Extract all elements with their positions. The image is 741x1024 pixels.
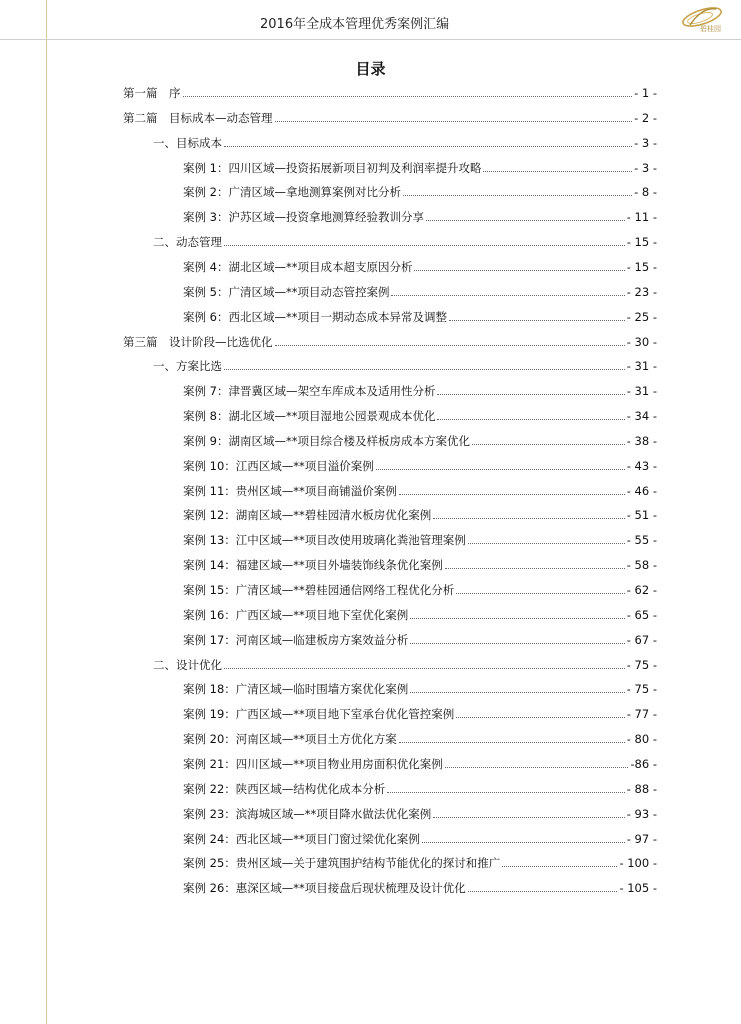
toc-entry[interactable] — [183, 557, 657, 577]
toc-entry-page: - 30 - — [626, 334, 657, 349]
left-margin-rule — [46, 0, 47, 1024]
page-header — [0, 0, 741, 40]
toc-entry[interactable] — [183, 433, 657, 453]
toc-entry-label: 案例 5：广清区域—**项目动态管控案例 — [183, 284, 390, 299]
toc-entry[interactable] — [183, 160, 657, 180]
toc-entry-page: - 38 - — [626, 433, 657, 448]
toc-entry-label: 案例 26：惠深区域—**项目接盘后现状梳理及设计优化 — [183, 881, 466, 896]
toc-entry[interactable] — [153, 657, 657, 677]
toc-entry-label: 案例 13：江中区域—**项目改使用玻璃化粪池管理案例 — [183, 533, 466, 548]
toc-entry-page: - 2 - — [634, 110, 657, 125]
toc-entry-page: - 3 - — [634, 160, 657, 175]
toc-entry-label: 二、动态管理 — [153, 235, 222, 250]
toc-entry-page: - 75 - — [626, 682, 657, 697]
toc-entry-label: 一、目标成本 — [153, 135, 222, 150]
toc-entry-page: - 105 - — [619, 881, 657, 896]
dot-leader — [445, 568, 625, 569]
toc-entry[interactable] — [183, 632, 657, 652]
dot-leader — [472, 444, 625, 445]
toc-entry-page: - 31 - — [626, 384, 657, 399]
toc-entry-page: - 97 - — [626, 831, 657, 846]
toc-entry[interactable] — [183, 458, 657, 478]
toc-entry-page: - 58 - — [626, 558, 657, 573]
toc-entry[interactable] — [183, 756, 657, 776]
dot-leader — [410, 643, 624, 644]
toc-entry-page: - 11 - — [626, 210, 657, 225]
dot-leader — [275, 121, 633, 122]
toc-entry-label: 案例 12：湖南区域—**碧桂园清水板房优化案例 — [183, 508, 432, 523]
toc-entry-page: - 67 - — [626, 632, 657, 647]
toc-entry-page: - 65 - — [626, 607, 657, 622]
toc-entry-label: 案例 2：广清区域—拿地测算案例对比分析 — [183, 185, 401, 200]
toc-entry[interactable] — [183, 483, 657, 503]
header-divider — [0, 39, 741, 40]
toc-entry[interactable] — [183, 781, 657, 801]
toc-entry-page: - 77 - — [626, 707, 657, 722]
toc-entry[interactable] — [183, 582, 657, 602]
toc-entry-label: 案例 20：河南区域—**项目土方优化方案 — [183, 732, 397, 747]
dot-leader — [483, 171, 632, 172]
toc-entry-page: - 15 - — [626, 259, 657, 274]
toc-entry-label: 二、设计优化 — [153, 657, 222, 672]
toc-entry-page: - 75 - — [626, 657, 657, 672]
dot-leader — [449, 320, 625, 321]
toc-entry-page: - 31 - — [626, 359, 657, 374]
toc-entry[interactable] — [153, 358, 657, 378]
toc-entry-label: 案例 9：湖南区域—**项目综合楼及样板房成本方案优化 — [183, 433, 470, 448]
dot-leader — [414, 270, 624, 271]
toc-entry[interactable] — [183, 607, 657, 627]
dot-leader — [502, 866, 617, 867]
dot-leader — [410, 618, 624, 619]
logo-text: 碧桂园 — [700, 25, 721, 33]
toc-entry[interactable] — [183, 259, 657, 279]
dot-leader — [437, 419, 624, 420]
toc-entry-label: 第一篇 序 — [123, 86, 181, 100]
dot-leader — [376, 469, 625, 470]
toc-entry-page: - 51 - — [626, 508, 657, 523]
toc-entry-label: 案例 1：四川区域—投资拓展新项目初判及利润率提升攻略 — [183, 160, 482, 175]
dot-leader — [468, 891, 618, 892]
toc-entry[interactable] — [183, 831, 657, 851]
dot-leader — [433, 817, 624, 818]
toc-entry-page: - 46 - — [626, 483, 657, 498]
dot-leader — [445, 767, 629, 768]
dot-leader — [437, 394, 624, 395]
dot-leader — [422, 842, 625, 843]
dot-leader — [456, 717, 624, 718]
toc-entry-page: - 80 - — [626, 732, 657, 747]
toc-entry[interactable] — [183, 532, 657, 552]
toc-entry-label: 案例 14：福建区域—**项目外墙装饰线条优化案例 — [183, 558, 443, 573]
dot-leader — [275, 345, 625, 346]
dot-leader — [426, 220, 625, 221]
toc-entry[interactable] — [123, 110, 657, 130]
toc-entry[interactable] — [183, 284, 657, 304]
toc-entry-page: - 8 - — [634, 185, 657, 200]
dot-leader — [391, 295, 624, 296]
header-title: 2016年全成本管理优秀案例汇编 — [260, 17, 450, 32]
dot-leader — [468, 543, 625, 544]
toc-entry[interactable] — [183, 731, 657, 751]
toc-entry-label: 案例 10：江西区域—**项目溢价案例 — [183, 458, 374, 473]
toc-entry-label: 第三篇 设计阶段—比选优化 — [123, 334, 273, 349]
toc-entry-page: - 25 - — [626, 309, 657, 324]
toc-entry-label: 案例 17：河南区域—临建板房方案效益分析 — [183, 632, 409, 647]
toc-entry-page: - 55 - — [626, 533, 657, 548]
toc-entry-page: - 23 - — [626, 284, 657, 299]
toc-entry-page: - 15 - — [626, 235, 657, 250]
toc-entry-label: 案例 11：贵州区域—**项目商铺溢价案例 — [183, 483, 397, 498]
dot-leader — [403, 195, 632, 196]
dot-leader — [410, 692, 624, 693]
toc-entry[interactable] — [183, 408, 657, 428]
toc-entry-page: - 100 - — [619, 856, 657, 871]
toc-entry-label: 案例 23：滨海城区域—**项目降水做法优化案例 — [183, 806, 432, 821]
toc-entry[interactable] — [183, 880, 657, 900]
toc-entry-label: 案例 15：广清区域—**碧桂园通信网络工程优化分析 — [183, 583, 455, 597]
toc-entry[interactable] — [183, 309, 657, 329]
toc-entry[interactable] — [183, 383, 657, 403]
toc-entry[interactable] — [183, 681, 657, 701]
toc-entry-page: - 93 - — [626, 806, 657, 821]
toc-entry[interactable] — [183, 855, 657, 875]
dot-leader — [224, 146, 632, 147]
toc-entry-page: - 43 - — [626, 458, 657, 473]
dot-leader — [224, 668, 625, 669]
toc-entry-label: 案例 24：西北区域—**项目门窗过梁优化案例 — [183, 831, 420, 846]
toc-entry[interactable] — [153, 135, 657, 155]
toc-entry-label: 案例 16：广西区域—**项目地下室优化案例 — [183, 607, 409, 622]
toc-entry[interactable] — [183, 706, 657, 726]
toc-entry-label: 案例 6：西北区域—**项目一期动态成本异常及调整 — [183, 309, 447, 324]
toc-entry-label: 一、方案比选 — [153, 359, 222, 374]
toc-entry-label: 案例 3：沪苏区域—投资拿地测算经验教训分享 — [183, 210, 424, 225]
toc-entry-page: - 88 - — [626, 781, 657, 796]
toc-entry[interactable] — [123, 85, 657, 105]
dot-leader — [387, 792, 624, 793]
toc-entry[interactable] — [183, 209, 657, 229]
dot-leader — [456, 593, 624, 594]
toc-entry[interactable] — [153, 234, 657, 254]
toc-entry-page: -86 - — [630, 756, 657, 771]
toc-entry-label: 第二篇 目标成本—动态管理 — [123, 110, 273, 125]
dot-leader — [399, 742, 625, 743]
dot-leader — [224, 369, 625, 370]
toc-entry-label: 案例 8：湖北区域—**项目湿地公园景观成本优化 — [183, 409, 436, 424]
toc-entry-label: 案例 18：广清区域—临时围墙方案优化案例 — [183, 682, 409, 697]
toc-entry-page: - 62 - — [626, 583, 657, 597]
toc-entry-label: 案例 4：湖北区域—**项目成本超支原因分析 — [183, 259, 413, 274]
toc-entry-label: 案例 7：津晋冀区域—架空车库成本及适用性分析 — [183, 384, 436, 399]
toc-entry-label: 案例 22：陕西区域—结构优化成本分析 — [183, 781, 386, 796]
toc-entry-label: 案例 25：贵州区域—关于建筑围护结构节能优化的探讨和推广 — [183, 856, 501, 871]
toc-entry-label: 案例 21：四川区域—**项目物业用房面积优化案例 — [183, 756, 443, 771]
toc-entry-page: - 34 - — [626, 409, 657, 424]
toc-entry-label: 案例 19：广西区域—**项目地下室承台优化管控案例 — [183, 707, 455, 722]
toc-entry[interactable] — [183, 806, 657, 826]
dot-leader — [399, 494, 625, 495]
toc-entry-page: - 3 - — [634, 135, 657, 150]
dot-leader — [224, 245, 625, 246]
toc-entry[interactable] — [123, 334, 657, 354]
toc-entry[interactable] — [183, 507, 657, 527]
toc-entry[interactable] — [183, 184, 657, 204]
dot-leader — [433, 518, 624, 519]
toc-heading: 目录 — [355, 60, 386, 78]
dot-leader — [183, 96, 633, 97]
toc-entry-page: - 1 - — [634, 86, 657, 100]
